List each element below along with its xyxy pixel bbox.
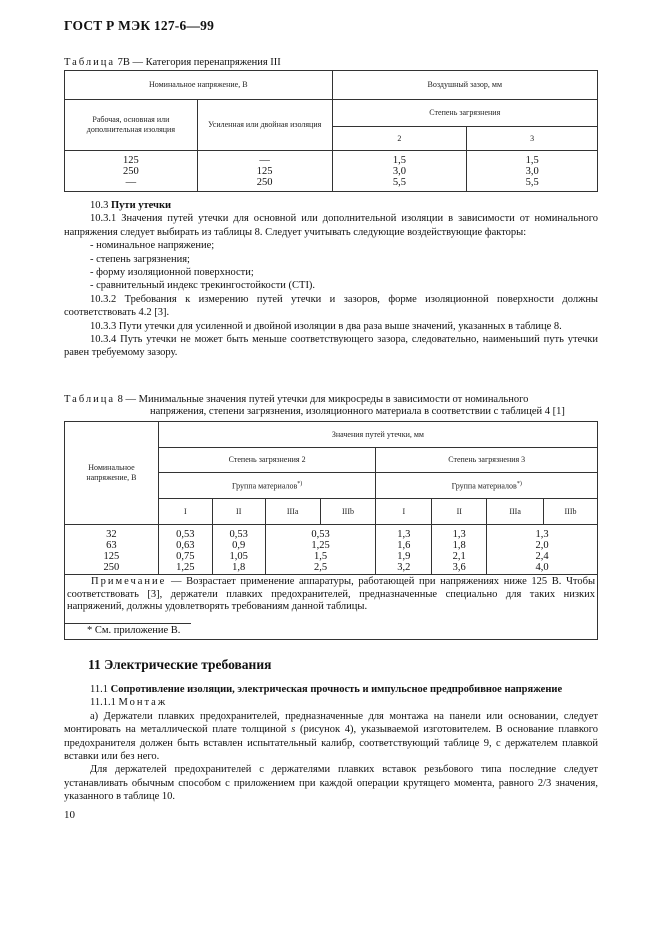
section-10-3-number: 10.3 (90, 200, 111, 211)
group-column-header: IIIb (320, 499, 376, 525)
paragraph-10-3-1: 10.3.1 Значения путей утечки для основной или дополнительной изоляции в зависимости от номинального напряжения следует выбирать из таблицы 8. Следует учитывать следующие воздействующие факторы: (64, 213, 598, 238)
group-column-header: IIIa (487, 499, 544, 525)
bullet-item: - номинальное напряжение; (90, 240, 215, 252)
paragraph-mounting-b: Для держателей предохранителей с держателями плавких вставок резьбового типа последние следует устанавливать обычным способом с приложением при каждой операции крутящего момента, равного 2/3 значения, указанного в таблице 10. (64, 764, 598, 803)
table-7b-header-pollution: Степень загрязнения (332, 100, 597, 127)
group-column-header: I (376, 499, 432, 525)
table-8-caption-line2: напряжения, степени загрязнения, изоляционного материала в соответствии с таблицей 4 [1] (150, 406, 565, 417)
table-8-header-nominal: Номинальное напряжение, В (65, 422, 159, 525)
table-8-col-p2-iii: 0,53 1,25 1,5 2,5 (265, 525, 376, 575)
table-7b-col-basic: 125 250 — (65, 151, 198, 192)
section-11-1-number: 11.1 (90, 684, 111, 695)
bullet-item: - форму изоляционной поверхности; (90, 267, 254, 279)
group-label: Группа материалов (451, 481, 517, 491)
group-label: Группа материалов (232, 481, 298, 491)
group-column-header: IIIb (544, 499, 598, 525)
section-11-1-title: Сопротивление изоляции, электрическая прочность и импульсное предпробивное напряжение (110, 684, 563, 695)
paragraph-a-part2: (рисунок 4), указываемой изготовителем. В основание плавкого предохранителя должен быть вставлен испытательный калибр, соответствующий таблице 9, с держателем плавкой вставки или без него. (64, 724, 598, 763)
table-7b-col-reinforced: — 125 250 (197, 151, 332, 192)
section-10-3-title: Пути утечки (111, 200, 172, 211)
table-7b (64, 70, 598, 192)
table-7b-header-nominal: Номинальное напряжение, В (65, 71, 333, 100)
table-7b-col-p3: 1,5 3,0 5,5 (467, 151, 598, 192)
table-7b-caption-text: 7В — Категория перенапряжения III (115, 57, 281, 68)
table-8 (64, 421, 598, 575)
page-number: 10 (64, 809, 75, 821)
table-7b-header-p2: 2 (332, 127, 467, 151)
document-header: ГОСТ Р МЭК 127-6—99 (64, 18, 215, 33)
section-11-1-heading (64, 683, 598, 696)
table-7b-header-basic: Рабочая, основная или дополнительная изоляция (65, 100, 198, 151)
group-footnote-mark: *) (297, 481, 303, 488)
footnote: * См. приложение В. (87, 625, 181, 636)
table-8-col-p2-ii: 0,53 0,9 1,05 1,8 (212, 525, 265, 575)
paragraph-mounting-a (64, 710, 598, 764)
paragraph-10-3-2: 10.3.2 Требования к измерению путей утечки и зазоров, форме изоляционной поверхности должны соответствовать 4.2 [3]. (64, 293, 598, 319)
table-7b-caption-word: Таблица (64, 57, 116, 68)
table-8-header-p3: Степень загрязнения 3 (376, 448, 598, 473)
section-10-3-heading (64, 199, 598, 212)
paragraph-10-3-4: 10.3.4 Путь утечки не может быть меньше соответствующего зазора, следовательно, наименьший путь утечки равен требуемому зазору. (64, 334, 598, 359)
table-8-col-voltage: 32 63 125 250 (65, 525, 159, 575)
table-7b-col-p2: 1,5 3,0 5,5 (332, 151, 467, 192)
section-11-1-1-heading (64, 696, 598, 709)
group-column-header: II (212, 499, 265, 525)
group-footnote-mark: *) (516, 481, 522, 488)
table-8-note (64, 573, 598, 640)
table-8-caption-word: Таблица (64, 394, 116, 405)
table-7b-header-p3: 3 (467, 127, 598, 151)
section-11-1-1-number: 11.1.1 (90, 697, 119, 709)
group-column-header: I (158, 499, 212, 525)
section-10-3 (64, 199, 598, 360)
group-column-header: II (432, 499, 487, 525)
table-8-caption-text: 8 — Минимальные значения путей утечки для микросреды в зависимости от номинального (115, 394, 529, 405)
bullet-item: - сравнительный индекс трекингостойкости (CTI). (90, 280, 316, 292)
table-8-col-p3-ii: 1,3 1,8 2,1 3,6 (432, 525, 487, 575)
table-8-header-group-p2 (158, 473, 376, 499)
bullet-item: - степень загрязнения; (90, 253, 190, 265)
note-text (65, 576, 599, 614)
section-11-title: 11 Электрические требования (88, 657, 272, 672)
paragraph-10-3-3: 10.3.3 Пути утечки для усиленной и двойной изоляции в два раза выше значений, указанных в таблице 8. (90, 320, 562, 332)
table-8-caption (64, 394, 528, 406)
table-8-col-p3-iii: 1,3 2,0 2,4 4,0 (487, 525, 598, 575)
table-7b-caption (64, 57, 281, 69)
table-8-col-p3-i: 1,3 1,6 1,9 3,2 (376, 525, 432, 575)
section-11-body (64, 683, 598, 804)
note-body: — Возрастает применение аппаратуры, работающей при напряжениях ниже 125 В. Чтобы соответствовать [3], держатели плавких предохранителей, предназначенные специально для таких низких напряжений, должны удовлетворять требованиям данной таблицы. (67, 576, 595, 612)
table-8-col-p2-i: 0,53 0,63 0,75 1,25 (158, 525, 212, 575)
table-8-header-group-p3 (376, 473, 598, 499)
note-label: Примечание (91, 576, 167, 587)
thickness-variable: s (291, 724, 296, 736)
table-7b-header-air: Воздушный зазор, мм (332, 71, 597, 100)
footnote-divider (65, 623, 191, 624)
paragraph-a-part1: а) Держатели плавких предохранителей, предназначенные для монтажа на панели или основании, следует монтировать на металлической плате толщиной (64, 710, 598, 736)
table-8-header-values: Значения путей утечки, мм (158, 422, 597, 448)
group-column-header: IIIa (265, 499, 320, 525)
section-11-1-1-title: Монтаж (118, 697, 168, 709)
table-8-header-p2: Степень загрязнения 2 (158, 448, 376, 473)
table-7b-header-reinforced: Усиленная или двойная изоляция (197, 100, 332, 151)
